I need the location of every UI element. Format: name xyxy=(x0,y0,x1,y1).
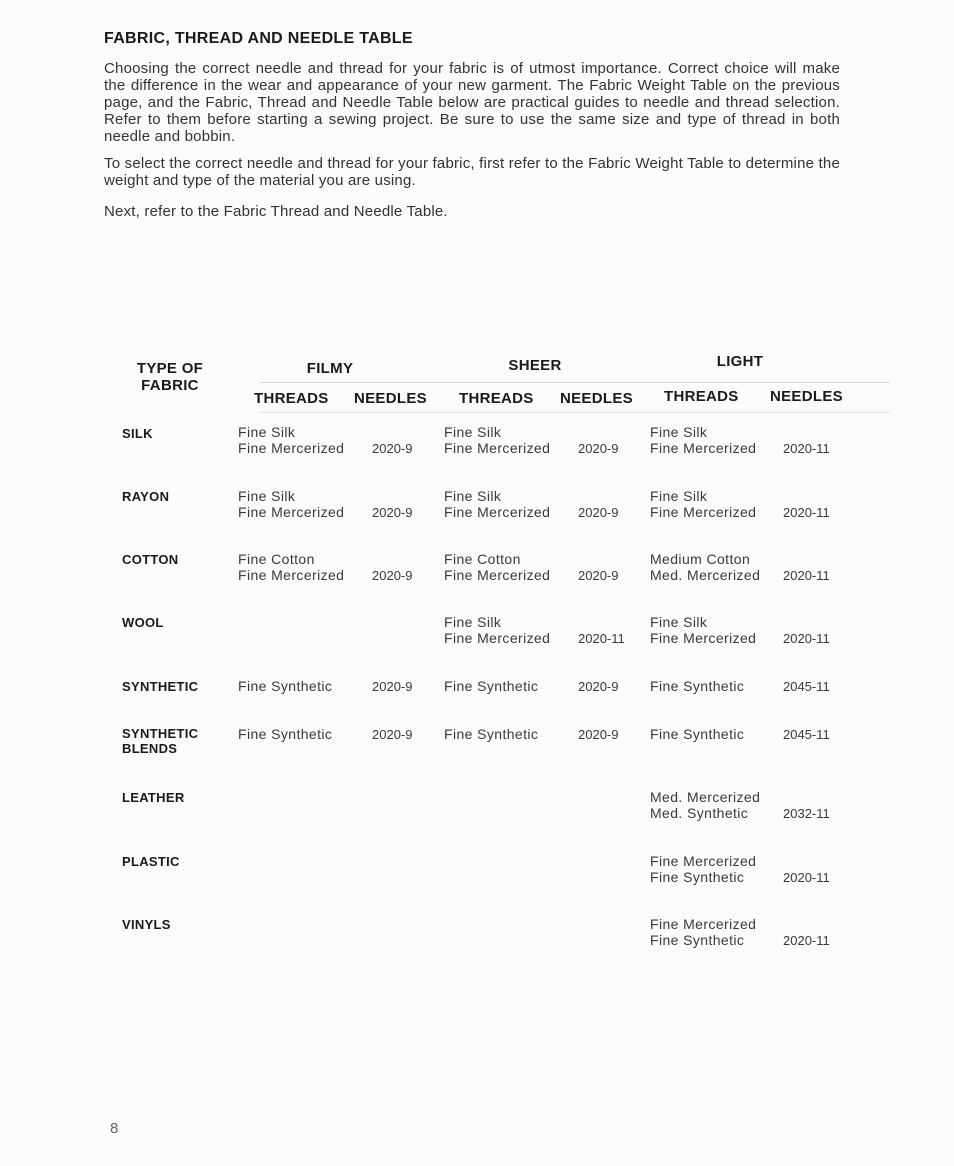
thread-line: Fine Silk xyxy=(444,424,502,440)
fabric-type-rayon: RAYON xyxy=(122,489,170,504)
light-needle-cell: 2020-11 xyxy=(783,441,830,456)
sheer-threads-cell xyxy=(444,614,550,646)
sheer-needle-cell: 2020-9 xyxy=(578,505,619,520)
thread-line: Fine Silk xyxy=(650,614,708,630)
filmy-header: FILMY xyxy=(306,360,354,377)
thread-line: Medium Cotton xyxy=(650,551,751,567)
filmy-threads-cell xyxy=(238,726,332,742)
light-threads-header: THREADS xyxy=(664,388,739,405)
fabric-type-plastic: PLASTIC xyxy=(122,854,180,869)
sheer-threads-cell xyxy=(444,678,538,694)
thread-line: Fine Silk xyxy=(238,424,296,440)
filmy-threads-header: THREADS xyxy=(254,390,329,407)
thread-line: Fine Synthetic xyxy=(444,726,539,742)
light-needle-cell: 2020-11 xyxy=(783,568,830,583)
thread-line: Fine Mercerized xyxy=(650,916,757,932)
section-title: FABRIC, THREAD AND NEEDLE TABLE xyxy=(104,30,413,47)
sheer-needle-cell: 2020-11 xyxy=(578,631,625,646)
light-threads-cell xyxy=(650,488,756,520)
thread-line: Med. Mercerized xyxy=(650,567,761,583)
type-of-fabric-header: TYPE OF FABRIC xyxy=(136,360,204,394)
thread-line: Fine Synthetic xyxy=(238,726,333,742)
thread-line: Fine Synthetic xyxy=(444,678,539,694)
thread-line: Med. Synthetic xyxy=(650,805,749,821)
fabric-type-cotton: COTTON xyxy=(122,552,179,567)
light-threads-cell xyxy=(650,789,760,821)
filmy-needle-cell: 2020-9 xyxy=(372,441,413,456)
thread-line: Fine Synthetic xyxy=(238,678,333,694)
thread-line: Fine Silk xyxy=(650,424,708,440)
sheer-needle-cell: 2020-9 xyxy=(578,568,619,583)
filmy-needle-cell: 2020-9 xyxy=(372,727,413,742)
header-rule xyxy=(260,382,890,383)
light-needle-cell: 2032-11 xyxy=(783,806,830,821)
thread-line: Fine Mercerized xyxy=(444,440,551,456)
sheer-needle-cell: 2020-9 xyxy=(578,679,619,694)
sheer-needles-header: NEEDLES xyxy=(560,390,633,407)
thread-line: Fine Silk xyxy=(444,614,502,630)
filmy-needle-cell: 2020-9 xyxy=(372,505,413,520)
light-header: LIGHT xyxy=(716,353,764,370)
filmy-needle-cell: 2020-9 xyxy=(372,568,413,583)
light-threads-cell xyxy=(650,916,756,948)
light-needle-cell: 2020-11 xyxy=(783,631,830,646)
thread-line: Fine Mercerized xyxy=(238,504,345,520)
fabric-type-silk: SILK xyxy=(122,426,153,441)
thread-line: Fine Synthetic xyxy=(650,726,745,742)
instruction-paragraph: To select the correct needle and thread for your fabric, first refer to the Fabric Weight Table to determine the weight and type of the material you are using. xyxy=(104,155,840,189)
thread-line: Fine Silk xyxy=(238,488,296,504)
fabric-type-leather: LEATHER xyxy=(122,790,185,805)
light-threads-cell xyxy=(650,614,756,646)
subheader-rule xyxy=(260,412,890,413)
thread-line: Fine Mercerized xyxy=(238,567,345,583)
fabric-thread-needle-table xyxy=(100,340,890,980)
thread-line: Med. Mercerized xyxy=(650,789,761,805)
intro-paragraph: Choosing the correct needle and thread for your fabric is of utmost importance. Correct choice will make the difference in the wear and appearance of your new garment. The Fabric Weight Table on the previous page, and the Fabric, Thread and Needle Table below are practical guides to needle and thread selection. Refer to them before starting a sewing project. Be sure to use the same size and type of thread in both needle and bobbin. xyxy=(104,60,840,145)
light-needles-header: NEEDLES xyxy=(770,388,843,405)
thread-line: Fine Silk xyxy=(650,488,708,504)
thread-line: Fine Mercerized xyxy=(238,440,345,456)
light-needle-cell: 2020-11 xyxy=(783,870,830,885)
sheer-threads-cell xyxy=(444,551,550,583)
filmy-threads-cell xyxy=(238,551,344,583)
thread-line: Fine Cotton xyxy=(238,551,315,567)
thread-line: Fine Mercerized xyxy=(444,567,551,583)
thread-line: Fine Synthetic xyxy=(650,678,745,694)
light-threads-cell xyxy=(650,424,756,456)
fabric-type-wool: WOOL xyxy=(122,615,164,630)
thread-line: Fine Silk xyxy=(444,488,502,504)
page-number: 8 xyxy=(110,1120,119,1137)
thread-line: Fine Synthetic xyxy=(650,869,745,885)
fabric-type-synthetic: SYNTHETIC xyxy=(122,679,199,694)
thread-line: Fine Mercerized xyxy=(650,504,757,520)
sheer-threads-cell xyxy=(444,726,538,742)
filmy-needle-cell: 2020-9 xyxy=(372,679,413,694)
light-needle-cell: 2020-11 xyxy=(783,505,830,520)
sheer-needle-cell: 2020-9 xyxy=(578,441,619,456)
filmy-threads-cell xyxy=(238,488,344,520)
light-needle-cell: 2020-11 xyxy=(783,933,830,948)
thread-line: Fine Mercerized xyxy=(650,630,757,646)
sheer-threads-header: THREADS xyxy=(459,390,534,407)
sheer-header: SHEER xyxy=(508,357,562,374)
thread-line: Fine Mercerized xyxy=(444,504,551,520)
thread-line: Fine Mercerized xyxy=(444,630,551,646)
light-threads-cell xyxy=(650,551,760,583)
thread-line: Fine Mercerized xyxy=(650,853,757,869)
light-needle-cell: 2045-11 xyxy=(783,727,830,742)
fabric-type-vinyls: VINYLS xyxy=(122,917,171,932)
light-needle-cell: 2045-11 xyxy=(783,679,830,694)
thread-line: Fine Synthetic xyxy=(650,932,745,948)
sheer-threads-cell xyxy=(444,424,550,456)
light-threads-cell xyxy=(650,853,756,885)
light-threads-cell xyxy=(650,726,744,742)
thread-line: Fine Cotton xyxy=(444,551,521,567)
next-step-paragraph: Next, refer to the Fabric Thread and Needle Table. xyxy=(104,203,448,220)
sheer-needle-cell: 2020-9 xyxy=(578,727,619,742)
thread-line: Fine Mercerized xyxy=(650,440,757,456)
filmy-threads-cell xyxy=(238,678,332,694)
fabric-type-synthetic-blends: SYNTHETIC BLENDS xyxy=(122,726,199,756)
light-threads-cell xyxy=(650,678,744,694)
filmy-threads-cell xyxy=(238,424,344,456)
sheer-threads-cell xyxy=(444,488,550,520)
filmy-needles-header: NEEDLES xyxy=(354,390,427,407)
